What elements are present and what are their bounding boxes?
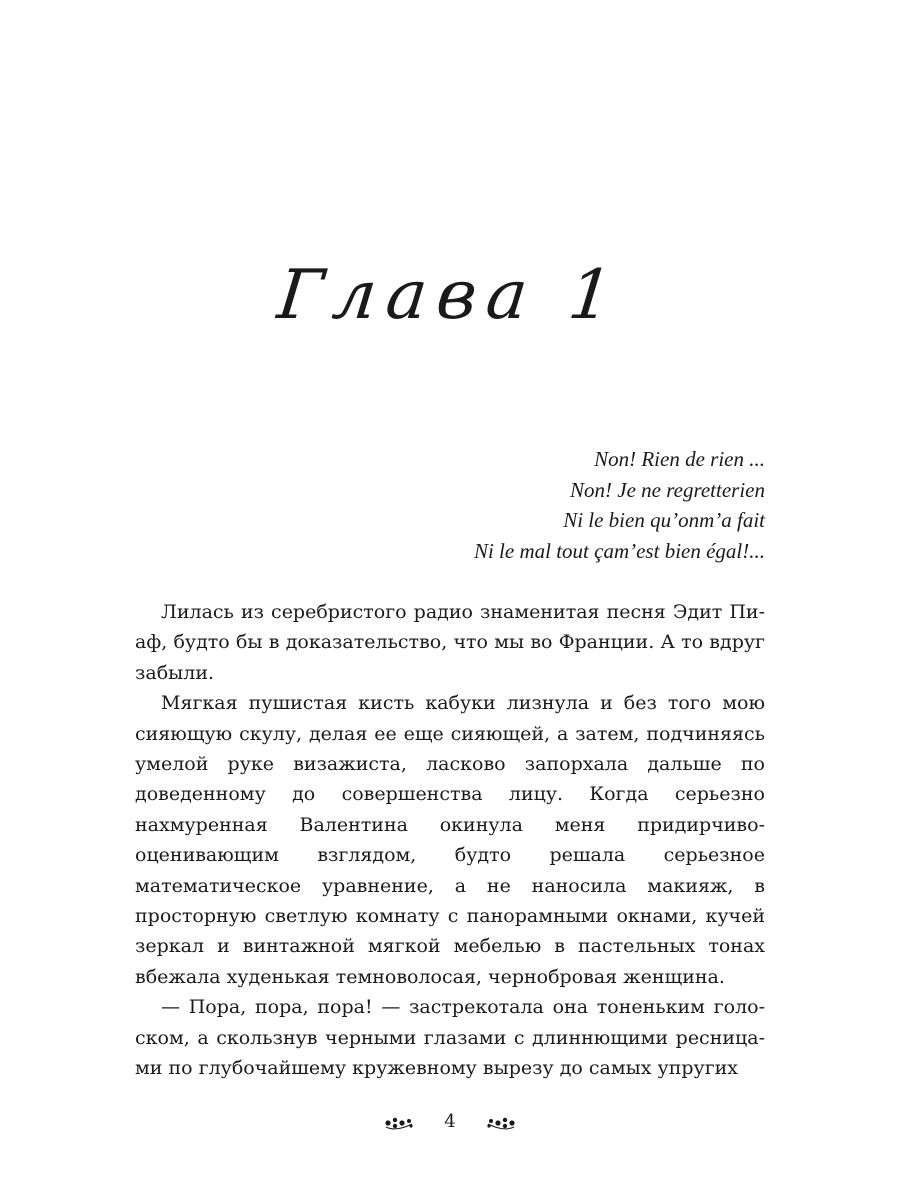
- body-text: [135, 597, 765, 1084]
- floral-ornament-icon: [486, 1114, 516, 1130]
- epigraph-line: Non! Je ne regretterien: [570, 477, 765, 502]
- paragraph: Лилась из серебристого радио знаменитая песня Эдит Пиаф, будто бы в доказательство, что мы во Франции. А то вдруг забыли.: [135, 601, 765, 684]
- chapter-title: Глава 1: [273, 256, 627, 335]
- paragraph: — Пора, пора, пора! — застрекотала она тоненьким голоском, а скользнув черными глазами с длиннющими ресницами по глубочайшему кружевному вырезу до самых упругих: [135, 996, 765, 1080]
- floral-ornament-icon: [384, 1114, 414, 1130]
- epigraph-line: Non! Rien de rien ...: [594, 447, 765, 471]
- page-number: 4: [444, 1111, 456, 1132]
- paragraph: Мягкая пушистая кисть кабуки лизнула и без того мою сияющую скулу, делая ее еще сияющей, а затем, подчиняясь умелой руке визажиста, ласково запорхала дальше по доведенному до совершенства лицу. Когда серьезно нахмуренная Валентина окинула меня придирчиво-оценивающим взглядом, будто решала серьезное математическое уравнение, а не наносила макияж, в просторную светлую комнату с панорамными окнами, кучей зеркал и винтажной мягкой мебелью в пастельных тонах вбежала худенькая темноволосая, чернобровая женщина.: [135, 692, 765, 988]
- epigraph-line: Ni le mal tout çam’est bien égal!...: [473, 538, 765, 563]
- page-footer: [0, 1110, 900, 1134]
- epigraph-line: Ni le bien qu’onm’a fait: [563, 508, 765, 532]
- epigraph: [205, 444, 765, 566]
